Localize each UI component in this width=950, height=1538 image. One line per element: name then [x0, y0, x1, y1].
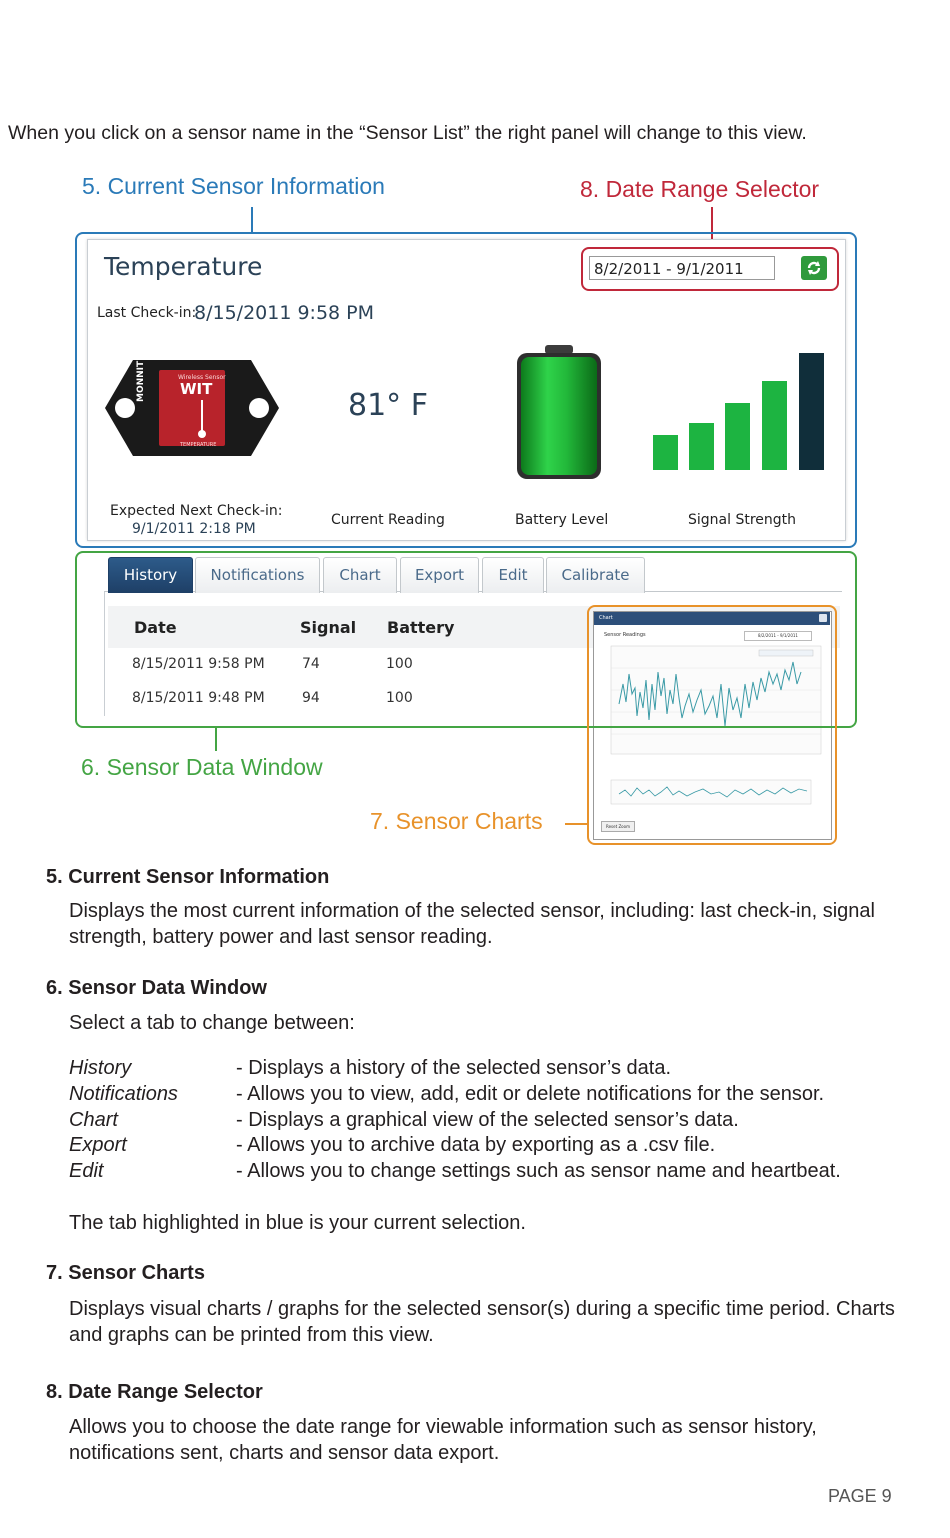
connector-line-blue	[251, 207, 253, 232]
last-checkin-label: Last Check-in:	[97, 305, 197, 321]
term-notifications: Notifications	[69, 1083, 178, 1105]
desc-edit: - Allows you to change settings such as sensor name and heartbeat.	[236, 1160, 841, 1182]
date-range-input[interactable]: 8/2/2011 - 9/1/2011	[589, 256, 775, 280]
tab-chart[interactable]: Chart	[323, 557, 397, 593]
section-6-body: Select a tab to change between:	[69, 1012, 355, 1034]
connector-line-orange	[565, 823, 589, 825]
desc-export: - Allows you to archive data by exporting as a .csv file.	[236, 1134, 716, 1156]
header-date: Date	[134, 618, 177, 637]
section-5-heading: 5. Current Sensor Information	[46, 866, 330, 888]
header-battery: Battery	[387, 618, 455, 637]
device-maker: MONNIT	[136, 360, 146, 402]
frame-date-range	[581, 247, 839, 291]
frame-charts	[587, 605, 837, 845]
row-1-signal: 74	[302, 656, 320, 672]
tab-export[interactable]: Export	[400, 557, 479, 593]
term-history: History	[69, 1057, 132, 1079]
section-5-body: Displays the most current information of the selected sensor, including: last check-in, signal strength, battery power and last sensor reading.	[69, 900, 875, 948]
callout-date-range: 8. Date Range Selector	[580, 176, 820, 202]
term-chart: Chart	[69, 1109, 118, 1131]
expected-checkin-label: Expected Next Check-in:	[110, 503, 283, 519]
chart-popup-range: 8/2/2011 - 9/1/2011	[744, 631, 812, 641]
reset-zoom-button[interactable]: Reset Zoom	[601, 821, 635, 832]
row-2-date: 8/15/2011 9:48 PM	[132, 690, 265, 706]
battery-level-label: Battery Level	[515, 512, 609, 528]
current-reading-value: 81° F	[348, 388, 428, 423]
page-number: PAGE 9	[828, 1486, 892, 1506]
section-7-body: Displays visual charts / graphs for the selected sensor(s) during a specific time period. Charts and graphs can be printed from this view.	[69, 1298, 895, 1346]
desc-history: - Displays a history of the selected sensor’s data.	[236, 1057, 672, 1079]
row-1-battery: 100	[386, 656, 413, 672]
callout-current-info: 5. Current Sensor Information	[82, 173, 385, 199]
chart-popup-title: Chart	[594, 612, 830, 625]
section-8-heading: 8. Date Range Selector	[46, 1381, 263, 1403]
section-8-body: Allows you to choose the date range for viewable information such as sensor history, notifications sent, charts and sensor data export.	[69, 1416, 817, 1464]
tab-edit[interactable]: Edit	[482, 557, 544, 593]
current-reading-label: Current Reading	[331, 512, 445, 528]
term-export: Export	[69, 1134, 127, 1156]
tab-history[interactable]: History	[108, 557, 193, 593]
term-edit: Edit	[69, 1160, 104, 1182]
last-checkin-value: 8/15/2011 9:58 PM	[194, 302, 375, 324]
row-1-date: 8/15/2011 9:58 PM	[132, 656, 265, 672]
tab-notifications[interactable]: Notifications	[195, 557, 320, 593]
section-6-heading: 6. Sensor Data Window	[46, 977, 267, 999]
section-7-heading: 7. Sensor Charts	[46, 1262, 205, 1284]
desc-notifications: - Allows you to view, add, edit or delete notifications for the sensor.	[236, 1083, 825, 1105]
chart-popup-subtitle: Sensor Readings	[604, 632, 646, 638]
signal-strength-label: Signal Strength	[688, 512, 797, 528]
device-tag: Wireless Sensor	[178, 374, 226, 381]
desc-chart: - Displays a graphical view of the selected sensor’s data.	[236, 1109, 739, 1131]
callout-charts: 7. Sensor Charts	[370, 808, 543, 834]
tab-note: The tab highlighted in blue is your current selection.	[69, 1212, 526, 1234]
tab-calibrate[interactable]: Calibrate	[546, 557, 645, 593]
row-2-signal: 94	[302, 690, 320, 706]
connector-line-green	[215, 727, 217, 751]
device-type: TEMPERATURE	[180, 442, 217, 448]
intro-text: When you click on a sensor name in the “Sensor List” the right panel will change to this view.	[8, 122, 807, 144]
callout-data-window: 6. Sensor Data Window	[81, 754, 323, 780]
sensor-name: Temperature	[104, 252, 263, 281]
expected-checkin-value: 9/1/2011 2:18 PM	[132, 521, 256, 537]
row-2-battery: 100	[386, 690, 413, 706]
device-brand: WIT	[180, 380, 213, 398]
header-signal: Signal	[300, 618, 357, 637]
